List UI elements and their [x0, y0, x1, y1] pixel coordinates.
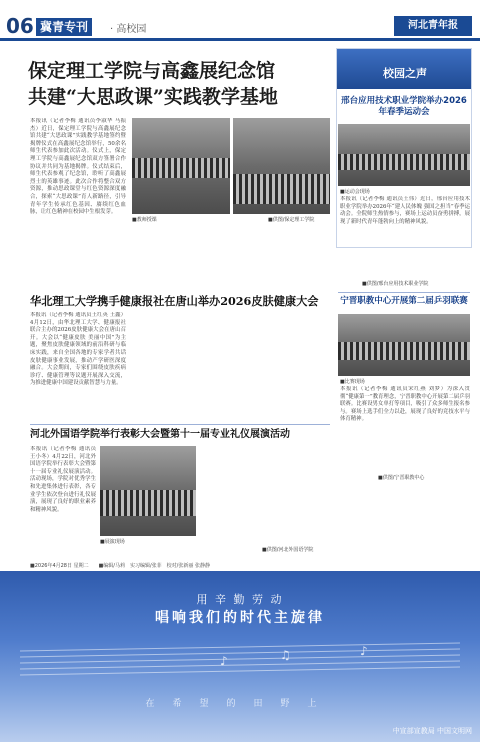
lead-photo-right [233, 118, 330, 214]
subsection-label: · 高校园 [110, 24, 147, 35]
lead-caption-right: ■供图/保定理工学院 [268, 217, 315, 223]
lead-body-cont-1 [132, 226, 230, 284]
story2-divider [30, 424, 330, 425]
banner-title-1: 用 辛 勤 劳 动 [196, 593, 284, 606]
lead-photo-left-figures [132, 158, 230, 178]
sidebar-item2-title: 宁晋职教中心开展第二届乒羽联赛 [340, 296, 468, 306]
story3-body-col2 [200, 446, 330, 542]
story2-body-col1: 本报讯（记者李梅 通讯员王红英 王鑫）4月12日，由华北理工大学、健康报社联合主办的2026皮肤健康大会在唐山召开。大会以“健康皮肤 美丽中国”为主题，聚焦皮肤健康领域的前沿科研与临床实践，来自全国各地的专家学者共话皮肤健康事业发展，推动产学研医深度融合。大会期间，专家们围绕皮肤疾病诊疗、健康管理等议题开展深入交流，为推进健康中国建设贡献智慧与力量。 [30, 312, 126, 387]
sidebar-item1-caption: ■运动会现场 [340, 189, 370, 195]
lead-headline-line2: 共建“大思政课”实践教学基地 [28, 86, 278, 108]
sidebar-divider [338, 292, 470, 293]
story3-photo-figures [100, 490, 196, 516]
sidebar-item2-photo-figures [338, 342, 470, 360]
public-service-banner [0, 571, 480, 742]
lead-photo-right-figures [233, 174, 330, 204]
story3-body-col1: 本报讯（记者李梅 通讯员王小冬）4月22日，河北外国语学院举行表彰大会暨第十一届专业礼仪展演活动。活动现场，学院对优秀学生和先进集体进行表彰，各专业学生依次登台进行礼仪展演，展现了良好的职业素养和精神风貌。 [30, 446, 96, 513]
section-badge: 冀青专刊 [36, 18, 92, 36]
page-number: 06 [6, 14, 34, 38]
sidebar-item1-credit: ■供图/邢台应用技术职业学院 [362, 281, 429, 287]
story3-caption: ■展演现场 [100, 539, 125, 545]
page-header [0, 0, 480, 44]
sidebar-item1-photo-figures [338, 154, 470, 170]
story2-body-col2 [132, 312, 230, 422]
sidebar-item1-photo [338, 124, 470, 186]
story3-headline: 河北外国语学院举行表彰大会暨第十一届专业礼仪展演活动 [30, 429, 290, 440]
sidebar-banner-label: 校园之声 [383, 67, 427, 80]
story3-credit: ■供图/河北外国语学院 [262, 547, 314, 553]
lead-caption-left: ■教师授课 [132, 217, 157, 223]
sidebar-item2-credit: ■供图/宁晋职教中心 [378, 475, 425, 481]
banner-title-2: 唱响我们的时代主旋律 [155, 610, 325, 626]
lead-headline [28, 58, 328, 110]
newspaper-logo: 河北青年报 [394, 16, 472, 36]
svg-text:♫: ♫ [280, 648, 291, 662]
sidebar-item2-caption: ■比赛现场 [340, 379, 365, 385]
sidebar-item1-title: 邢台应用技术职业学院举办2026年春季运动会 [341, 96, 467, 117]
banner-credit: 中宣部宣教局 中国文明网 [392, 727, 472, 735]
sidebar-item2-body: 本报讯（记者李梅 通讯员宋红燕 刘梦）为深入贯彻“健康第一”教育理念，宁晋职教中心开展第二届乒羽联赛。比赛设男女单打等项目，吸引了众多师生报名参与。赛场上选手们全力以赴，展现了良好的竞技水平与体育精神。 [340, 386, 470, 423]
story2-body-col3 [233, 312, 330, 422]
svg-text:♪: ♪ [360, 644, 368, 658]
story2-headline: 华北理工大学携手健康报社在唐山举办2026皮肤健康大会 [30, 294, 319, 308]
lead-body-cont-2 [233, 226, 330, 284]
sidebar-banner [337, 49, 471, 89]
banner-music-staff-icon [0, 631, 480, 701]
sidebar-item1-body: 本报讯（记者李梅 通讯员王伟）近日，邢台应用技术职业学院举办2026年“建人民体魄 强国之担当”春季运动会。全院师生热情参与，赛场上运动员奋勇拼搏，展现了新时代青年蓬勃向上的精神风貌。 [340, 196, 470, 225]
sidebar-item2-photo [338, 314, 470, 376]
lead-photo-left [132, 118, 230, 214]
lead-body: 本报讯（记者李梅 通讯员李淑华 马振杰）近日，保定理工学院与高鑫展纪念馆共建“大思政课”实践教学基地签约暨揭牌仪式在高鑫展纪念馆举行，50余名师生代表参加此次活动。仪式上，保定理工学院与高鑫展纪念馆双方签署合作协议并共同为基地揭牌。仪式结束后，师生代表参观了纪念馆，聆听了高鑫展烈士的英雄事迹。此次合作将整合双方资源，推动思政课堂与红色资源深度融合，探索“大思政课”育人新路径，引导青年学生传承红色基因、赓续红色血脉，让红色精神在校园中生根发芽。 [30, 118, 126, 216]
banner-bottom-text: 在希望的田野上 [145, 699, 335, 709]
page-meta-line: ■2026年4月28日 星期二 ■编辑/马莉 实习编辑/张菲 校对/张新丽 张静静 [30, 563, 210, 569]
lead-headline-line1: 保定理工学院与高鑫展纪念馆 [28, 60, 276, 82]
svg-text:♪: ♪ [220, 654, 228, 668]
header-rule [0, 38, 480, 41]
story3-photo [100, 446, 196, 536]
